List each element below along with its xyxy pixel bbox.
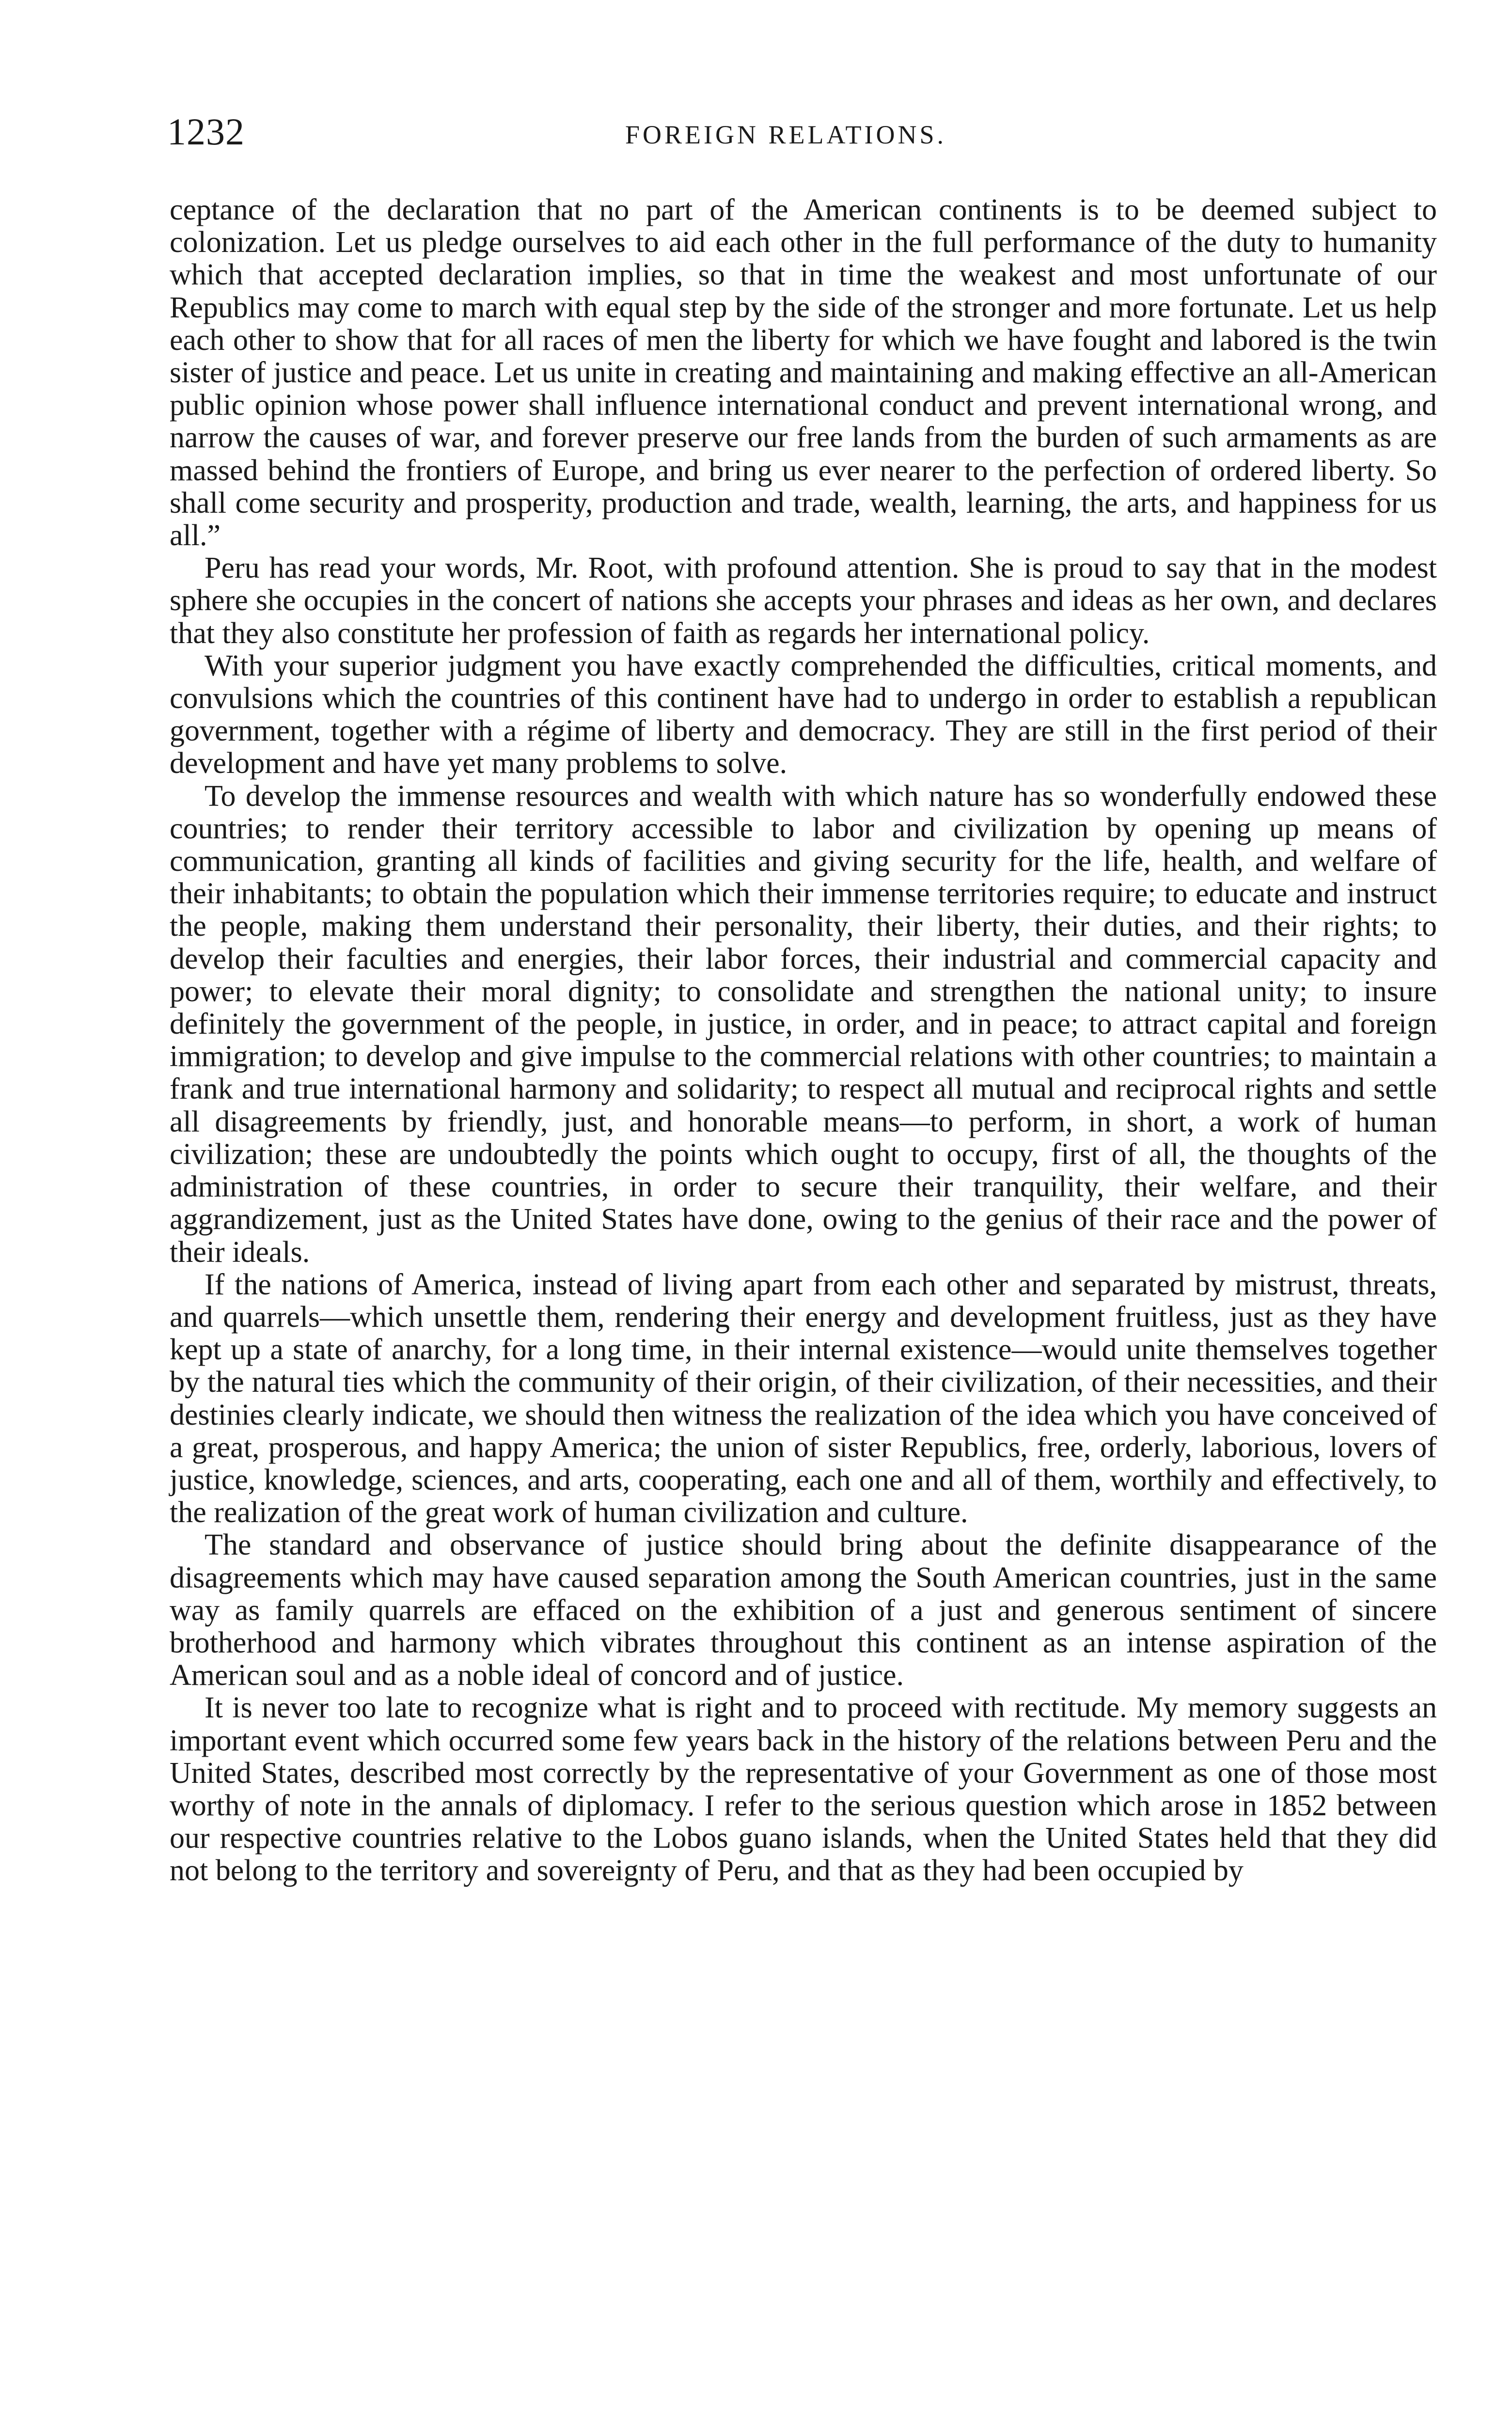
paragraph-standard-of-justice: The standard and observance of justice should bring about the definite disappearance of the disagreements which may have caused separation among the South American countries, just in the same way as family quarrels are effaced on the exhibition of a just and generous sentiment of sincere brotherhood and harmony which vibrates throughout this continent as an intense aspiration of the American soul and as a noble ideal of concord and of justice. <box>170 1528 1437 1692</box>
paragraph-superior-judgment: With your superior judgment you have exactly comprehended the difficulties, critical moments, and convulsions which the countries of this continent have had to undergo in order to establish a republican government, together with a régime of liberty and democracy. They are still in the first period of their development and have yet many problems to solve. <box>170 649 1437 780</box>
body-text <box>170 194 1437 1888</box>
paragraph-peru-read: Peru has read your words, Mr. Root, with profound attention. She is proud to say that in the modest sphere she occupies in the concert of nations she accepts your phrases and ideas as her own, and declares that they also constitute her profession of faith as regards her international policy. <box>170 551 1437 650</box>
paragraph-continuation: ceptance of the declaration that no part of the American continents is to be deemed subject to colonization. Let us pledge ourselves to aid each other in the full performance of the duty to humanity which that accepted declaration implies, so that in time the weakest and most unfortunate of our Republics may come to march with equal step by the side of the stronger and more fortunate. Let us help each other to show that for all races of men the liberty for which we have fought and labored is the twin sister of justice and peace. Let us unite in creating and maintaining and making effective an all-American public opinion whose power shall influence international conduct and prevent international wrong, and narrow the causes of war, and forever preserve our free lands from the burden of such armaments as are massed behind the frontiers of Europe, and bring us ever nearer to the perfection of ordered liberty. So shall come security and prosperity, production and trade, wealth, learning, the arts, and happiness for us all.” <box>170 193 1437 552</box>
running-head: FOREIGN RELATIONS. <box>625 120 947 149</box>
page-header <box>167 108 1437 161</box>
paragraph-lobos-islands: It is never too late to recognize what is right and to proceed with rectitude. My memory suggests an important event which occurred some few years back in the history of the relations between Peru and the United States, described most correctly by the representative of your Government as one of those most worthy of note in the annals of diplomacy. I refer to the serious question which arose in 1852 between our respective countries relative to the Lobos guano islands, when the United States held that they did not belong to the territory and sovereignty of Peru, and that as they had been occupied by <box>170 1691 1437 1888</box>
paragraph-nations-of-america: If the nations of America, instead of living apart from each other and separated by mistrust, threats, and quarrels—which unsettle them, rendering their energy and development fruitless, just as they have kept up a state of anarchy, for a long time, in their internal existence—would unite themselves together by the natural ties which the community of their origin, of their civilization, of their necessities, and their destinies clearly indicate, we should then witness the realization of the idea which you have conceived of a great, prosperous, and happy America; the union of sister Republics, free, orderly, laborious, lovers of justice, knowledge, sciences, and arts, cooperating, each one and all of them, worthily and effectively, to the realization of the great work of human civilization and culture. <box>170 1268 1437 1529</box>
paragraph-develop-resources: To develop the immense resources and wealth with which nature has so wonderfully endowed these countries; to render their territory accessible to labor and civilization by opening up means of communication, granting all kinds of facilities and giving security for the life, health, and welfare of their inhabitants; to obtain the population which their immense territories require; to educate and instruct the people, making them understand their personality, their liberty, their duties, and their rights; to develop their faculties and energies, their labor forces, their industrial and commercial capacity and power; to elevate their moral dignity; to consolidate and strengthen the national unity; to insure definitely the government of the people, in justice, in order, and in peace; to attract capital and foreign immigration; to develop and give impulse to the commercial relations with other countries; to maintain a frank and true international harmony and solidarity; to respect all mutual and reciprocal rights and settle all disagreements by friendly, just, and honorable means—to perform, in short, a work of human civilization; these are undoubtedly the points which ought to occupy, first of all, the thoughts of the administration of these countries, in order to secure their tranquility, their welfare, and their aggrandizement, just as the United States have done, owing to the genius of their race and the power of their ideals. <box>170 779 1437 1269</box>
page-number: 1232 <box>167 110 245 153</box>
